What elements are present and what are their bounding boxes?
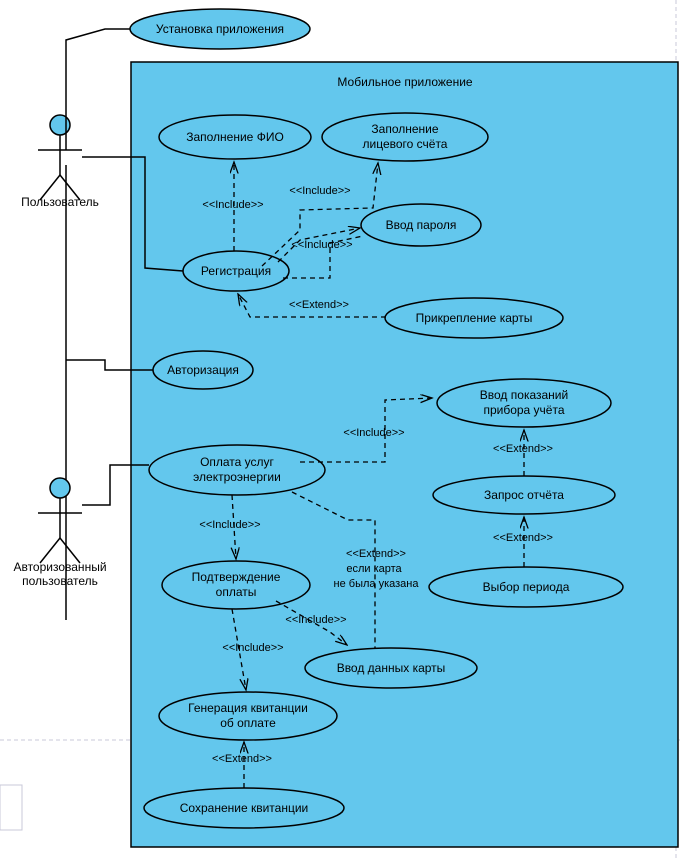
usecase-label: Установка приложения [155,22,285,36]
usecase-zapolnenie-licevogo-scheta[interactable] [322,113,488,161]
usecase-label: Регистрация [200,264,272,278]
usecase-label: Заполнение ФИО [186,130,284,144]
assoc-user-install [66,29,130,150]
usecase-label: Прикрепление карты [415,311,533,325]
usecase-podtverzhdenie-oplaty[interactable] [162,561,310,609]
usecase-label: Запрос отчёта [484,488,564,502]
usecase-vybor-perioda[interactable] [429,567,623,607]
usecase-oplata-uslug-elektroenergii[interactable] [149,445,325,495]
usecase-label-line2: прибора учёта [483,403,565,417]
system-boundary-label: Мобильное приложение [337,75,473,89]
usecase-zapros-otcheta[interactable] [433,476,615,514]
usecase-avtorizaciya[interactable] [153,351,253,389]
edge-label-include-confirm: <<Include>> [199,519,261,531]
edge-label-include-carddata: <<Include>> [285,614,347,626]
edge-label-extend-carddata: <<Extend>> [346,548,406,560]
usecase-label-line2: оплаты [215,585,257,599]
usecase-label-line2: об оплате [220,716,276,730]
usecase-vvod-dannyh-karty[interactable] [305,648,477,688]
usecase-label: Ввод данных карты [336,661,446,675]
usecase-label-line1: Оплата услуг [200,455,274,469]
usecase-ustanovka-prilozheniya[interactable] [130,9,310,49]
edge-label-include-meter: <<Include>> [343,427,405,439]
edge-label-extend-carddata-note2: не была указана [333,578,419,590]
usecase-vvod-parolya[interactable] [361,204,481,246]
usecase-vvod-pokazanij-pribora-ucheta[interactable] [437,379,611,427]
usecase-label-line1: Подтверждение [191,570,281,584]
actor-polzovatel[interactable] [21,115,99,620]
usecase-label-line1: Генерация квитанции [188,701,308,715]
usecase-generaciya-kvitancii-ob-oplate[interactable] [159,692,337,740]
edge-label-include-receipt: <<Include>> [222,642,284,654]
usecase-zapolnenie-fio[interactable] [159,115,311,159]
usecase-label: Выбор периода [482,580,570,594]
edge-label-extend-savereceipt: <<Extend>> [212,753,272,765]
usecase-label-line2: лицевого счёта [362,137,448,151]
edge-label-extend-carddata-note1: если карта [346,563,402,575]
usecase-label-line2: электроэнергии [193,470,281,484]
actor2-head-icon [50,478,70,498]
actor-label-polzovatel: Пользователь [21,195,99,209]
usecase-label-line1: Ввод показаний [479,388,569,402]
usecase-sohranenie-kvitancii[interactable] [144,788,344,828]
edge-label-extend-period-report: <<Extend>> [493,532,553,544]
edge-label-include-fio: <<Include>> [202,199,264,211]
edge-label-extend-report-meter: <<Extend>> [493,443,553,455]
actor2-label-line1: Авторизованный [13,560,107,574]
edge-label-include-account: <<Include>> [289,185,351,197]
usecase-prikreplenie-karty[interactable] [385,298,563,338]
actor-avtorizovannyj-polzovatel[interactable] [13,478,106,588]
page-corner-box [0,785,22,830]
usecase-label-line1: Заполнение [371,122,439,136]
usecase-label: Авторизация [167,363,239,377]
edge-label-extend-attachcard: <<Extend>> [289,299,349,311]
actor2-label-line2: пользователь [22,574,98,588]
actor-head-icon [50,115,70,135]
edge-label-include-password: <<Include>> [291,239,353,251]
usecase-label: Ввод пароля [385,218,457,232]
usecase-registraciya[interactable] [183,251,289,291]
usecase-label: Сохранение квитанции [179,801,309,815]
